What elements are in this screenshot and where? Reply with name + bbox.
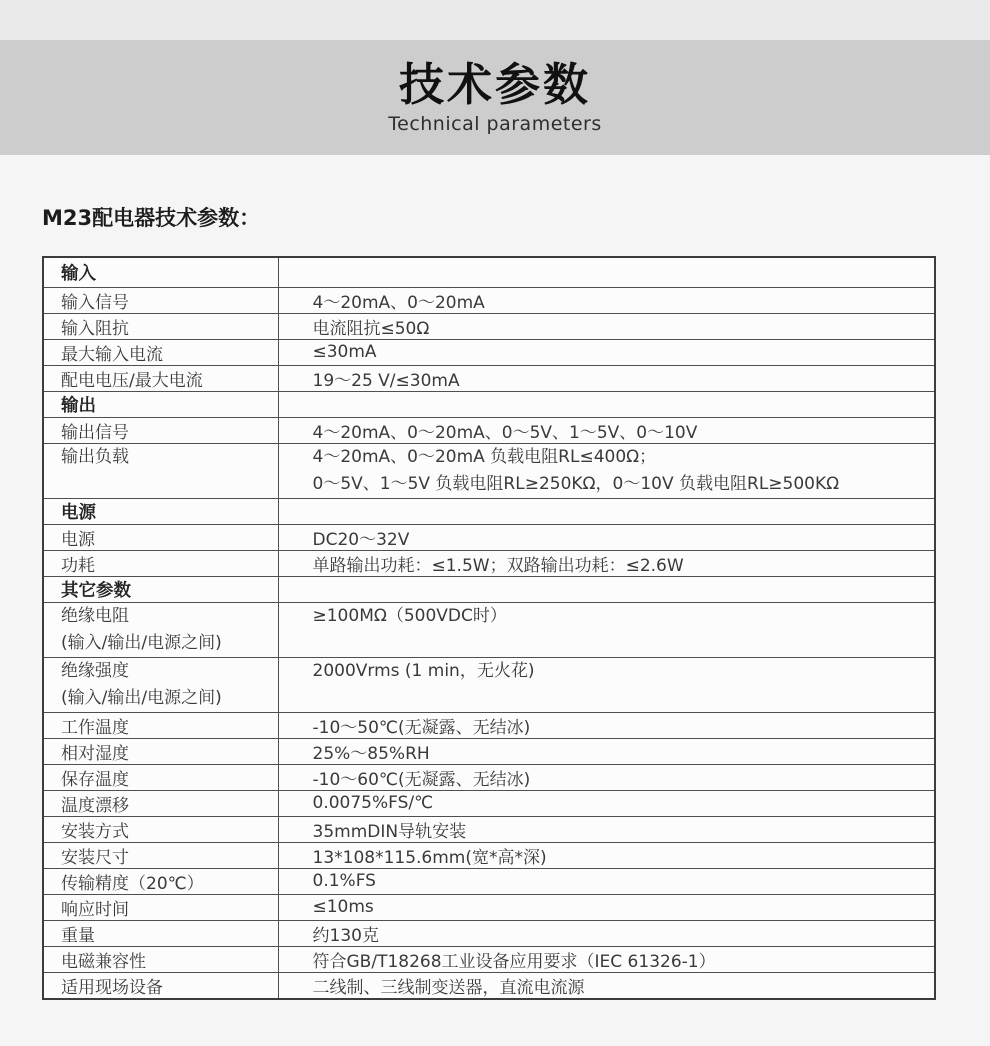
param-value <box>278 365 935 391</box>
param-value <box>278 972 935 999</box>
param-label <box>43 816 278 842</box>
content-area <box>0 202 990 1000</box>
param-label-text: 响应时间 <box>61 899 129 920</box>
param-value <box>278 790 935 816</box>
param-value-text: ≤10ms <box>312 897 374 917</box>
param-label <box>43 313 278 339</box>
param-label <box>43 790 278 816</box>
table-row <box>43 443 935 498</box>
param-value-text: ≤30mA <box>312 342 377 362</box>
table-row-section-input <box>43 257 935 287</box>
param-label-text: 输出信号 <box>61 422 129 443</box>
param-label-text: 电源 <box>61 529 95 550</box>
page-title: 技术参数 <box>398 58 591 112</box>
param-value <box>278 602 935 657</box>
param-value <box>278 287 935 313</box>
table-row-section-other <box>43 576 935 602</box>
param-value-text: 约130克 <box>312 925 379 946</box>
param-label <box>43 657 278 712</box>
param-label <box>43 576 278 602</box>
param-value-text: 4～20mA、0～20mA <box>312 292 485 313</box>
param-label <box>43 365 278 391</box>
table-row <box>43 712 935 738</box>
param-label-text: 重量 <box>61 925 95 946</box>
table-row <box>43 842 935 868</box>
table-row <box>43 365 935 391</box>
param-value-text: 0.1%FS <box>312 871 376 891</box>
param-value <box>278 868 935 894</box>
param-value <box>278 816 935 842</box>
param-value-text: 单路输出功耗：≤1.5W；双路输出功耗：≤2.6W <box>312 555 684 576</box>
param-value-text: 2000Vrms (1 min，无火花) <box>312 660 535 681</box>
param-value-text: 电流阻抗≤50Ω <box>312 318 430 339</box>
param-value <box>278 443 935 498</box>
table-row <box>43 550 935 576</box>
param-label <box>43 417 278 443</box>
param-value <box>278 920 935 946</box>
param-label <box>43 894 278 920</box>
table-row <box>43 920 935 946</box>
param-value-line2: 0～5V、1～5V 负载电阻RL≥250KΩ，0～10V 负载电阻RL≥500KΩ <box>312 473 840 494</box>
param-label <box>43 764 278 790</box>
param-value <box>278 339 935 365</box>
param-label <box>43 550 278 576</box>
param-value <box>278 391 935 417</box>
table-row <box>43 313 935 339</box>
param-label <box>43 498 278 524</box>
param-label <box>43 920 278 946</box>
param-label-text: 安装尺寸 <box>61 847 129 868</box>
param-value-text: ≥100MΩ（500VDC时） <box>312 605 507 626</box>
param-label-text: 适用现场设备 <box>61 977 163 998</box>
param-label-text: 最大输入电流 <box>61 344 163 365</box>
param-value <box>278 257 935 287</box>
param-label-text: 温度漂移 <box>61 795 129 816</box>
param-value <box>278 657 935 712</box>
param-label <box>43 868 278 894</box>
param-label-text: 功耗 <box>61 555 95 576</box>
param-label-text: 传输精度（20℃） <box>61 873 204 894</box>
param-value <box>278 524 935 550</box>
param-value-text: 13*108*115.6mm(宽*高*深) <box>312 847 547 868</box>
param-value <box>278 417 935 443</box>
spec-table <box>42 256 936 1000</box>
param-label-text: 相对湿度 <box>61 743 129 764</box>
table-row <box>43 946 935 972</box>
param-value-text: 二线制、三线制变送器，直流电流源 <box>312 977 585 998</box>
param-label <box>43 972 278 999</box>
param-label <box>43 524 278 550</box>
section-label: 其它参数 <box>61 580 131 601</box>
table-row <box>43 894 935 920</box>
table-row <box>43 287 935 313</box>
section-label: 电源 <box>61 502 96 523</box>
param-value-text: DC20～32V <box>312 529 410 550</box>
param-label-text: 输入阻抗 <box>61 318 129 339</box>
param-value <box>278 576 935 602</box>
param-value <box>278 946 935 972</box>
table-row <box>43 524 935 550</box>
table-row-section-output <box>43 391 935 417</box>
param-value-text: 0.0075%FS/℃ <box>312 793 434 813</box>
param-value <box>278 313 935 339</box>
param-label <box>43 602 278 657</box>
page-subtitle: Technical parameters <box>388 112 602 135</box>
param-value-line1: 4～20mA、0～20mA 负载电阻RL≤400Ω； <box>312 446 657 467</box>
table-row <box>43 816 935 842</box>
param-label <box>43 339 278 365</box>
param-label-text: 输出负载 <box>61 446 129 467</box>
param-value-text: 35mmDIN导轨安装 <box>312 821 467 842</box>
param-label <box>43 443 278 498</box>
param-label <box>43 712 278 738</box>
param-label-line2: (输入/输出/电源之间) <box>61 687 222 708</box>
param-label-text: 工作温度 <box>61 717 129 738</box>
section-label: 输出 <box>61 395 96 416</box>
param-value-text: -10～60℃(无凝露、无结冰) <box>312 769 531 790</box>
param-label <box>43 257 278 287</box>
title-band <box>0 40 990 155</box>
table-row <box>43 790 935 816</box>
table-row-section-power <box>43 498 935 524</box>
param-value-text: 符合GB/T18268工业设备应用要求（IEC 61326-1） <box>312 951 716 972</box>
param-value <box>278 894 935 920</box>
param-value-text: 19～25 V/≤30mA <box>312 370 460 391</box>
table-row <box>43 738 935 764</box>
param-value-text: -10～50℃(无凝露、无结冰) <box>312 717 531 738</box>
param-value <box>278 738 935 764</box>
section-label: 输入 <box>61 263 96 284</box>
param-label-line1: 绝缘强度 <box>61 660 129 681</box>
table-row <box>43 972 935 999</box>
table-row <box>43 417 935 443</box>
param-label-text: 输入信号 <box>61 292 129 313</box>
table-row <box>43 764 935 790</box>
param-label <box>43 287 278 313</box>
param-value <box>278 550 935 576</box>
top-strip <box>0 0 990 40</box>
param-label-line1: 绝缘电阻 <box>61 605 129 626</box>
section-heading: M23配电器技术参数： <box>42 206 261 230</box>
table-row <box>43 602 935 657</box>
param-value-text: 25%～85%RH <box>312 743 430 764</box>
param-value <box>278 712 935 738</box>
param-label <box>43 842 278 868</box>
param-label-text: 配电电压/最大电流 <box>61 370 203 391</box>
table-row <box>43 868 935 894</box>
param-label-text: 安装方式 <box>61 821 129 842</box>
param-value <box>278 764 935 790</box>
param-value-text: 4～20mA、0～20mA、0～5V、1～5V、0～10V <box>312 422 698 443</box>
param-value <box>278 498 935 524</box>
param-value <box>278 842 935 868</box>
param-label <box>43 738 278 764</box>
table-row <box>43 339 935 365</box>
table-row <box>43 657 935 712</box>
param-label-text: 保存温度 <box>61 769 129 790</box>
param-label <box>43 391 278 417</box>
param-label-text: 电磁兼容性 <box>61 951 146 972</box>
param-label <box>43 946 278 972</box>
param-label-line2: (输入/输出/电源之间) <box>61 632 222 653</box>
